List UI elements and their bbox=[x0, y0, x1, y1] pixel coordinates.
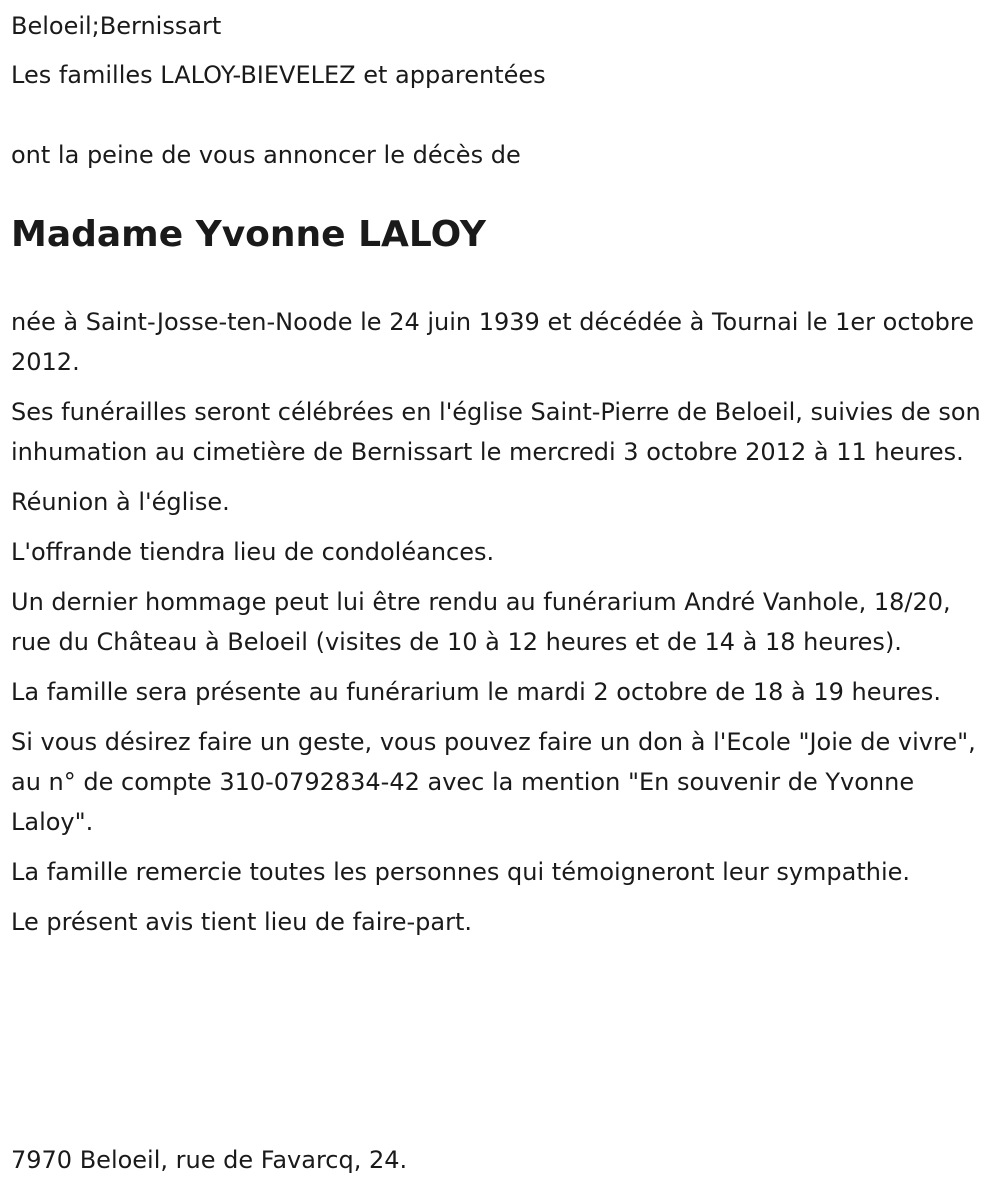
address-line: 7970 Beloeil, rue de Favarcq, 24. bbox=[11, 1146, 408, 1174]
funeral-paragraph: Ses funérailles seront célébrées en l'église Saint-Pierre de Beloeil, suivies de son inhumation au cimetière de Bernissart le mercredi 3 octobre 2012 à 11 heures. bbox=[11, 398, 981, 466]
announcement-intro: ont la peine de vous annoncer le décès de bbox=[11, 141, 521, 169]
family-presence-paragraph: La famille sera présente au funérarium le mardi 2 octobre de 18 à 19 heures. bbox=[11, 678, 941, 706]
donation-paragraph: Si vous désirez faire un geste, vous pouvez faire un don à l'Ecole "Joie de vivre", au n° de compte 310-0792834-42 avec la mention "En souvenir de Yvonne Laloy". bbox=[11, 728, 976, 836]
offering-paragraph: L'offrande tiendra lieu de condoléances. bbox=[11, 538, 495, 566]
tribute-paragraph: Un dernier hommage peut lui être rendu au funérarium André Vanhole, 18/20, rue du Château à Beloeil (visites de 10 à 12 heures et de 14 à 18 heures). bbox=[11, 588, 951, 656]
deceased-name: Madame Yvonne LALOY bbox=[11, 214, 486, 255]
thanks-paragraph: La famille remercie toutes les personnes qui témoigneront leur sympathie. bbox=[11, 858, 911, 886]
birth-death-paragraph: née à Saint-Josse-ten-Noode le 24 juin 1939 et décédée à Tournai le 1er octobre 2012. bbox=[11, 308, 974, 376]
notice-paragraph: Le présent avis tient lieu de faire-part. bbox=[11, 908, 473, 936]
families-line: Les familles LALOY-BIEVELEZ et apparentées bbox=[11, 61, 546, 89]
meeting-paragraph: Réunion à l'église. bbox=[11, 488, 230, 516]
notice-body bbox=[11, 302, 996, 952]
location-line: Beloeil;Bernissart bbox=[11, 12, 222, 40]
